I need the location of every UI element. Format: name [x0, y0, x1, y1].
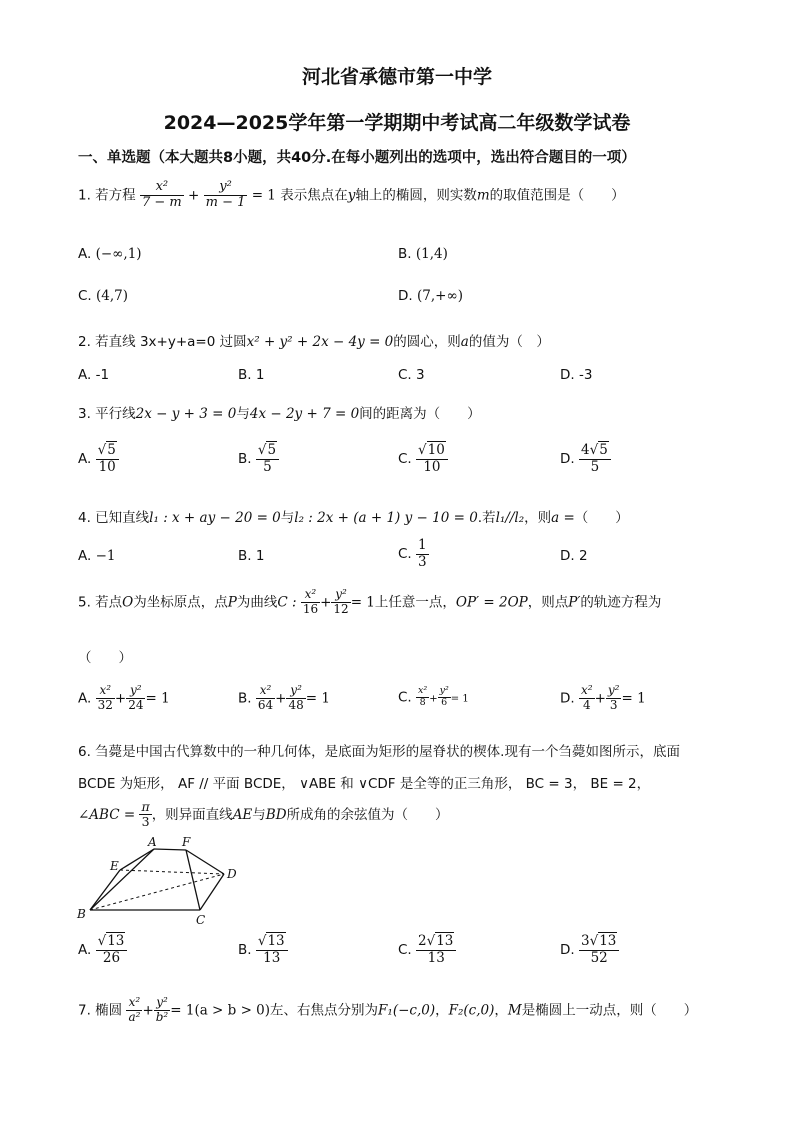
vertex-c-label: C	[196, 913, 206, 927]
q1-option-c[interactable]: C. (4,7)	[78, 288, 129, 304]
q3-option-c[interactable]: C. √ $\frac{10}{10}$	[398, 443, 448, 475]
q2-option-d[interactable]: D. -3	[560, 367, 593, 383]
q5-option-c[interactable]: C. $\frac{\text{x²}}{8}$ + $\frac{\text{y²}}{6}$ = 1	[398, 685, 469, 708]
question-5: 5. 若点O为坐标原点，点P为曲线C : $\frac{\text{x²}}{16}$ + $\frac{\text{y²}}{12}$ = 1上任意一点，OP′ = 2OP，则点P′的轨迹方程为	[78, 587, 662, 616]
question-6-line1: 6. 刍薨是中国古代算数中的一种几何体，是底面为矩形的屋脊状的楔体.现有一个刍薨如图所示，底面	[78, 744, 680, 760]
q4-option-a[interactable]: A. −1	[78, 548, 116, 564]
edge-fc	[186, 850, 200, 910]
q4-option-d[interactable]: D. 2	[560, 548, 588, 564]
question-1: 1. 若方程 $\frac{\text{x²}}{7 - m}$ + $\frac{\text{y²}}{m - 1}$ = 1 表示焦点在y轴上的椭圆，则实数m的取值范围是（ ）	[78, 179, 625, 210]
q5-answer-paren: （ ）	[78, 650, 132, 666]
q2-option-a[interactable]: A. -1	[78, 367, 110, 383]
q4-option-b[interactable]: B. 1	[238, 548, 265, 564]
edge-be	[90, 870, 120, 910]
q2-option-c[interactable]: C. 3	[398, 367, 425, 383]
edge-fd	[186, 850, 224, 874]
vertex-a-label: A	[148, 835, 157, 849]
vertex-f-label: F	[182, 835, 191, 849]
edge-ed-hidden	[120, 870, 224, 874]
q4-option-c[interactable]: C. $\frac{1}{3}$	[398, 537, 427, 570]
q5-option-b[interactable]: B. $\frac{\text{x²}}{64}$ + $\frac{\text{y²}}{48}$ = 1	[238, 683, 330, 712]
q1-number: 1. 若方程	[78, 187, 136, 204]
vertex-e-label: E	[110, 859, 119, 873]
edge-cd	[200, 874, 224, 910]
question-2: 2. 若直线 3x+y+a=0 过圆x² + y² + 2x − 4y = 0的圆心，则a的值为（ ）	[78, 334, 550, 350]
section-heading: 一、单选题（本大题共8小题，共40分.在每小题列出的选项中，选出符合题目的一项）	[78, 150, 636, 166]
question-6-line2: BCDE 为矩形， AF // 平面 BCDE， ∨ABE 和 ∨CDF 是全等的正三角形， BC = 3， BE = 2，	[78, 776, 651, 792]
q3-option-d[interactable]: D. $\frac{4√ 5}{5}$	[560, 443, 611, 475]
q6-option-d[interactable]: D. $\frac{3√ 13}{52}$	[560, 934, 619, 966]
q5-option-d[interactable]: D. $\frac{\text{x²}}{4}$ + $\frac{\text{y²}}{3}$ = 1	[560, 683, 646, 712]
school-title: 河北省承德市第一中学	[301, 66, 492, 88]
question-7: 7. 椭圆 $\frac{\text{x²}}{\text{a²}}$ + $\frac{\text{y²}}{\text{b²}}$ = 1(a > b > 0)左、右焦点分别为F₁(−c,0)，F₂(c,0)，M是椭圆上一动点，则（ ）	[78, 995, 698, 1024]
q6-option-b[interactable]: B. √ $\frac{13}{13}$	[238, 934, 288, 966]
q6-option-a[interactable]: A. √ $\frac{13}{26}$	[78, 934, 127, 966]
q5-option-a[interactable]: A. $\frac{\text{x²}}{32}$ + $\frac{\text{y²}}{24}$ = 1	[78, 683, 170, 712]
edge-ba	[90, 849, 154, 910]
question-3: 3. 平行线2x − y + 3 = 0与4x − 2y + 7 = 0间的距离为（ ）	[78, 406, 481, 422]
question-4: 4. 已知直线l₁ : x + ay − 20 = 0与l₂ : 2x + (a + 1) y − 10 = 0.若l₁//l₂，则a =（ ）	[78, 510, 629, 526]
q1-option-a[interactable]: A. (−∞,1)	[78, 246, 142, 262]
q3-option-a[interactable]: A. √ $\frac{5}{10}$	[78, 443, 119, 475]
q6-option-c[interactable]: C. $\frac{2√ 13}{13}$	[398, 934, 456, 966]
vertex-d-label: D	[227, 867, 237, 881]
exam-title: 2024—2025学年第一学期期中考试高二年级数学试卷	[163, 112, 631, 134]
q2-option-b[interactable]: B. 1	[238, 367, 265, 383]
edge-ea	[120, 849, 154, 870]
q1-option-d[interactable]: D. (7,+∞)	[398, 288, 463, 304]
edge-af	[154, 849, 186, 850]
question-6-line3: ∠ABC = $\frac{\pi}{3}$ ，则异面直线AE与BD所成角的余弦值为（ ）	[78, 799, 449, 830]
q3-option-b[interactable]: B. √ $\frac{5}{5}$	[238, 443, 279, 475]
vertex-b-label: B	[77, 907, 86, 921]
wedge-figure	[74, 832, 254, 928]
q1-option-b[interactable]: B. (1,4)	[398, 246, 448, 262]
